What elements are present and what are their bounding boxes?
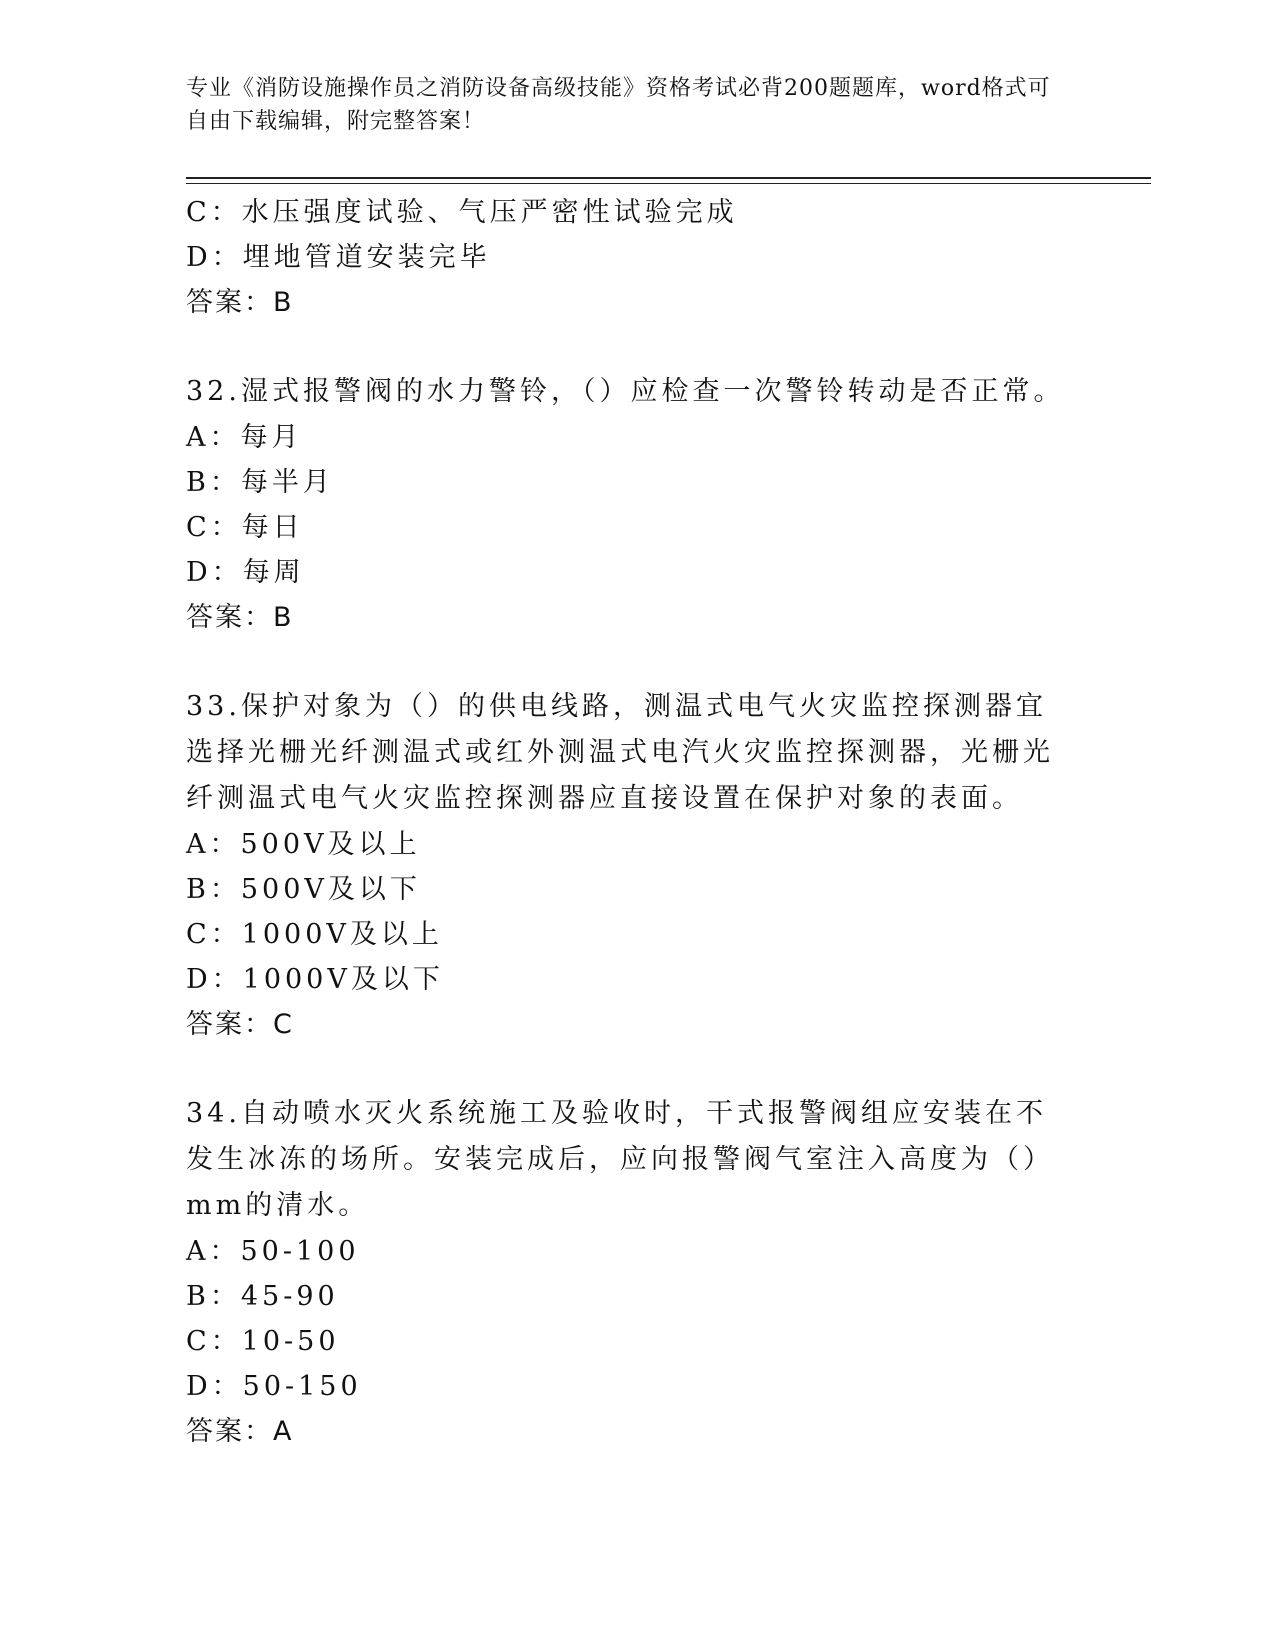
question-stem: 34.自动喷水灭火系统施工及验收时，干式报警阀组应安装在不发生冰冻的场所。安装完成后，应向报警阀气室注入高度为（）mm的清水。	[186, 1098, 1054, 1221]
answer: 答案：C	[186, 1009, 294, 1040]
option-d: D：埋地管道安装完毕	[186, 242, 491, 273]
option-b: B：45-90	[186, 1281, 339, 1312]
question-32	[186, 369, 1086, 640]
option-d: D：每周	[186, 557, 305, 588]
question-33	[186, 684, 1086, 1047]
option-a: A：每月	[186, 422, 303, 453]
option-b: B：每半月	[186, 467, 334, 498]
answer: 答案：B	[186, 602, 294, 633]
question-34	[186, 1091, 1086, 1454]
option-d: D：50-150	[186, 1371, 362, 1402]
option-c: C：每日	[186, 512, 304, 543]
prev-question-tail	[186, 190, 1086, 325]
option-c: C：1000V及以上	[186, 919, 443, 950]
page-header: 专业《消防设施操作员之消防设备高级技能》资格考试必背200题题库，word格式可自由下载编辑，附完整答案！	[186, 76, 1051, 134]
answer: 答案：B	[186, 287, 294, 318]
option-a: A：500V及以上	[186, 829, 421, 860]
question-stem: 32.湿式报警阀的水力警铃，（）应检查一次警铃转动是否正常。	[186, 376, 1065, 407]
header-rule-thick	[186, 177, 1151, 179]
question-list	[186, 190, 1086, 1454]
option-c: C：水压强度试验、气压严密性试验完成	[186, 197, 738, 228]
question-stem: 33.保护对象为（）的供电线路，测温式电气火灾监控探测器宜选择光栅光纤测温式或红外测温式电汽火灾监控探测器，光栅光纤测温式电气火灾监控探测器应直接设置在保护对象的表面。	[186, 691, 1054, 814]
option-b: B：500V及以下	[186, 874, 421, 905]
option-c: C：10-50	[186, 1326, 340, 1357]
answer: 答案：A	[186, 1416, 294, 1447]
option-a: A：50-100	[186, 1236, 360, 1267]
option-d: D：1000V及以下	[186, 964, 444, 995]
header-rule-thin	[186, 183, 1151, 184]
